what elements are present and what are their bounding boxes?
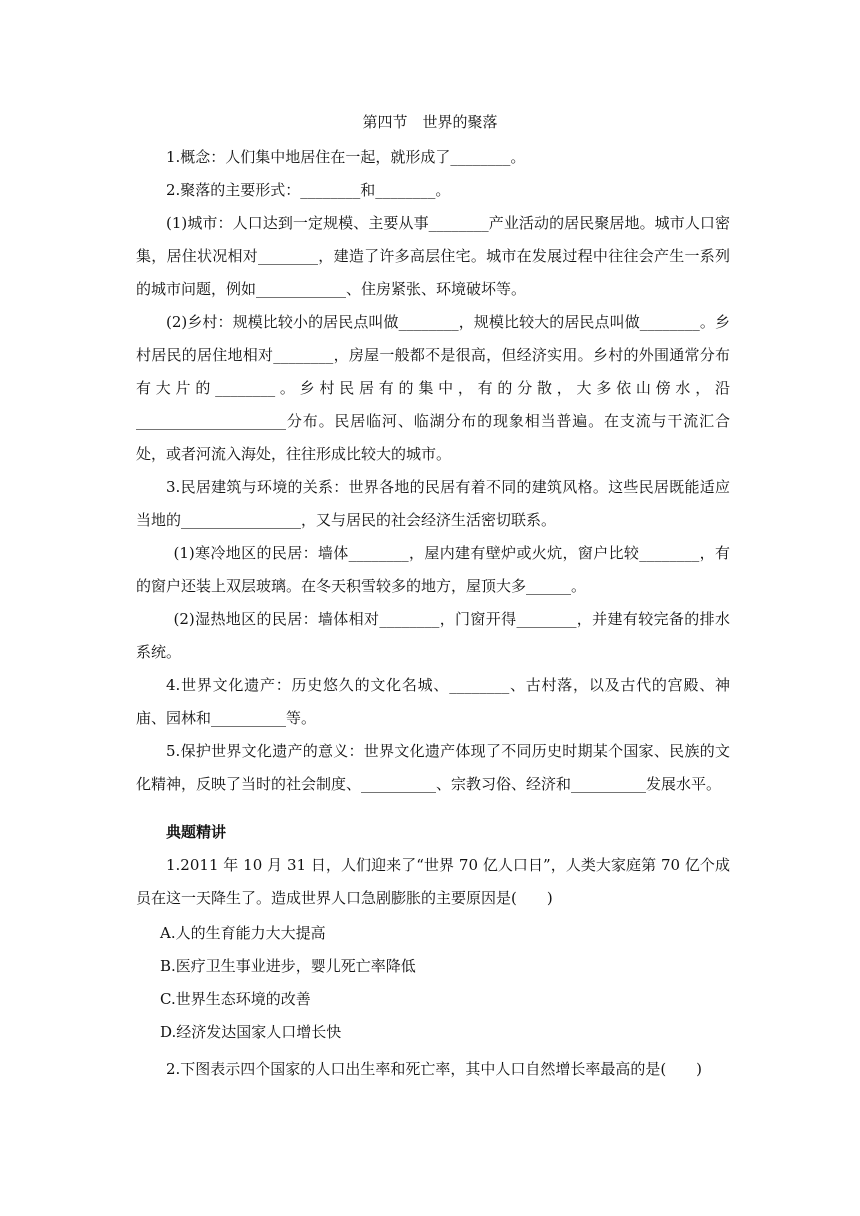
question-1-stem: 1.2011 年 10 月 31 日，人们迎来了“世界 70 亿人口日”，人类大家庭第 70 亿个成员在这一天降生了。造成世界人口急剧膨胀的主要原因是( ) [136,856,730,907]
knowledge-city: (1)城市：人口达到一定规模、主要从事________产业活动的居民聚居地。城市人口密集，居住状况相对________，建造了许多高层住宅。城市在发展过程中往往会产生一系列的城市问题，例如____________、住房紧张、环境破坏等。 [136,214,730,298]
knowledge-humid-dwelling: (2)湿热地区的民居：墙体相对________，门窗开得________，并建有较完备的排水系统。 [136,610,730,661]
section-title: 第四节 世界的聚落 [362,113,498,131]
knowledge-heritage-significance: 5.保护世界文化遗产的意义：世界文化遗产体现了不同历史时期某个国家、民族的文化精神，反映了当时的社会制度、__________、宗教习俗、经济和__________发展水平。 [136,742,730,793]
question-1-option-d: D.经济发达国家人口增长快 [160,1023,342,1041]
question-1-option-b: B.医疗卫生事业进步，婴儿死亡率降低 [160,957,416,975]
section-heading: 典题精讲 [166,823,227,841]
question-1-option-a: A.人的生育能力大大提高 [160,924,326,942]
knowledge-world-heritage: 4.世界文化遗产：历史悠久的文化名城、________、古村落，以及古代的宫殿、神庙、园林和__________等。 [136,676,730,727]
knowledge-cold-dwelling: (1)寒冷地区的民居：墙体________，屋内建有壁炉或火炕，窗户比较________，有的窗户还装上双层玻璃。在冬天积雪较多的地方，屋顶大多______。 [136,544,730,595]
knowledge-dwelling-environment: 3.民居建筑与环境的关系：世界各地的民居有着不同的建筑风格。这些民居既能适应当地的________________，又与居民的社会经济生活密切联系。 [136,478,730,529]
knowledge-concept: 1.概念：人们集中地居住在一起，就形成了________。 [166,148,526,166]
knowledge-forms: 2.聚落的主要形式：________和________。 [166,181,451,199]
question-2-stem: 2.下图表示四个国家的人口出生率和死亡率，其中人口自然增长率最高的是( ) [166,1060,703,1078]
knowledge-village: (2)乡村：规模比较小的居民点叫做________，规模比较大的居民点叫做________。乡村居民的居住地相对________，房屋一般都不是很高，但经济实用。乡村的外围通常分布有大片的________。乡村民居有的集中，有的分散，大多依山傍水，沿____________________分布。民居临河、临湖分布的现象相当普遍。在支流与干流汇合处，或者河流入海处，往往形成比较大的城市。 [136,313,730,463]
question-1-option-c: C.世界生态环境的改善 [160,990,311,1008]
